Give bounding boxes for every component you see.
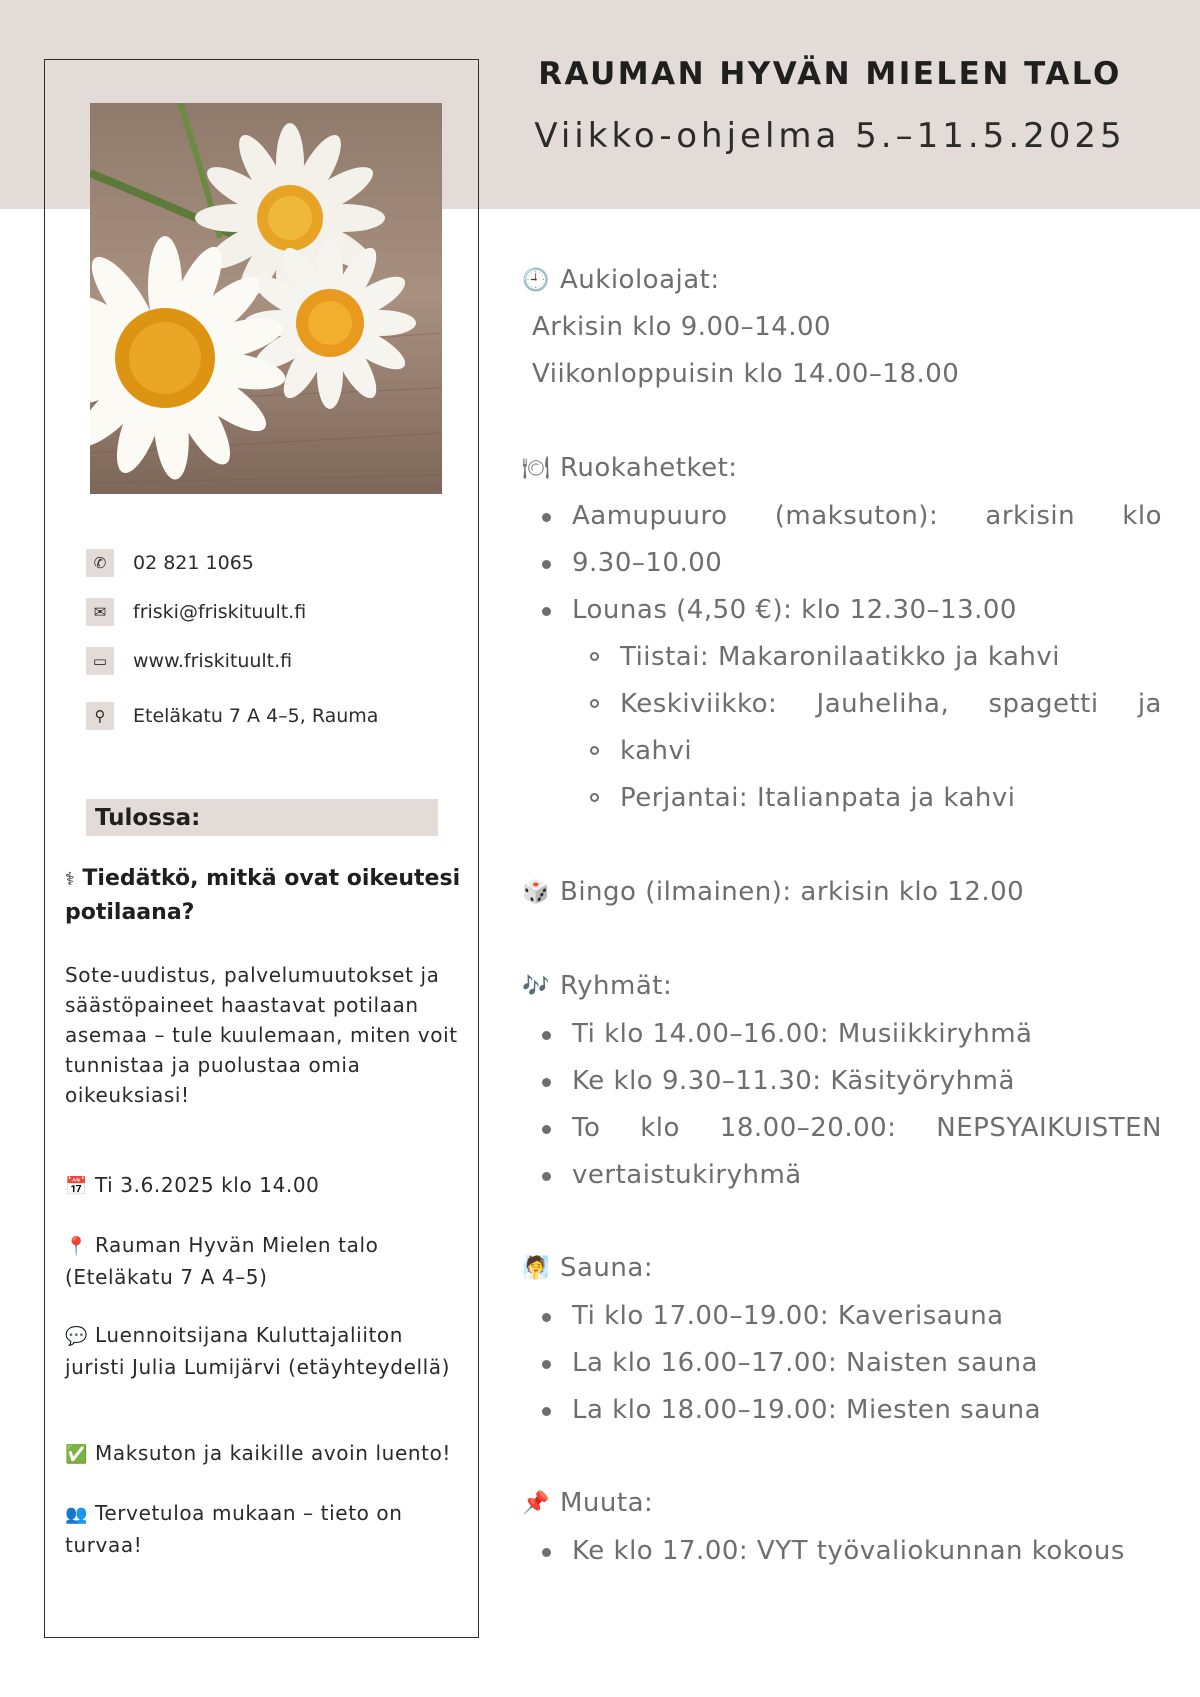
sauna-tuesday: Ti klo 17.00–19.00: Kaverisauna <box>572 1293 1162 1340</box>
group-wednesday: Ke klo 9.30–11.30: Käsityöryhmä <box>572 1058 1162 1105</box>
calendar-icon: 📅 <box>65 1176 89 1197</box>
daisy-photo <box>90 103 442 494</box>
location-pin-icon: 📍 <box>65 1236 89 1257</box>
clock-icon: 🕘 <box>522 267 550 293</box>
meal-porridge: Aamupuuro (maksuton): arkisin klo <box>572 493 1162 540</box>
group-tuesday: Ti klo 14.00–16.00: Musiikkiryhmä <box>572 1011 1162 1058</box>
lunch-tuesday: Tiistai: Makaronilaatikko ja kahvi <box>620 634 1162 681</box>
event-welcome: 👥 Tervetuloa mukaan – tieto on turvaa! <box>65 1501 403 1557</box>
opening-weekends: Viikonloppuisin klo 14.00–18.00 <box>532 359 960 389</box>
event-date: 📅 Ti 3.6.2025 klo 14.00 <box>65 1173 320 1197</box>
lunch-wednesday: Keskiviikko: Jauheliha, spagetti ja <box>620 681 1162 728</box>
sauna-saturday-women: La klo 16.00–17.00: Naisten sauna <box>572 1340 1162 1387</box>
address-text: Eteläkatu 7 A 4–5, Rauma <box>133 705 379 727</box>
opening-weekdays: Arkisin klo 9.00–14.00 <box>532 312 832 342</box>
dice-icon: 🎲 <box>522 879 550 905</box>
laptop-icon: ▭ <box>86 647 114 675</box>
stethoscope-icon: ⚕ <box>65 869 75 890</box>
event-speaker: 💬 Luennoitsijana Kuluttajaliiton juristi Julia Lumijärvi (etäyhteydellä) <box>65 1323 451 1379</box>
daisy-illustration <box>90 103 442 494</box>
lunch-wednesday-cont: kahvi <box>620 728 1162 775</box>
contact-website <box>86 646 446 676</box>
pushpin-icon: 📌 <box>522 1490 550 1516</box>
event-location: 📍 Rauman Hyvän Mielen talo (Eteläkatu 7 A 4–5) <box>65 1233 379 1289</box>
check-mark-icon: ✅ <box>65 1444 89 1465</box>
event-free-note: ✅ Maksuton ja kaikille avoin luento! <box>65 1441 452 1465</box>
meal-lunch: Lounas (4,50 €): klo 12.30–13.00 <box>572 587 1162 634</box>
envelope-icon: ✉ <box>86 598 114 626</box>
groups-heading: 🎶 Ryhmät: <box>522 971 673 1001</box>
page-title: RAUMAN HYVÄN MIELEN TALO <box>538 56 1122 92</box>
bingo-heading: 🎲 Bingo (ilmainen): arkisin klo 12.00 <box>522 877 1025 907</box>
sidebar <box>44 59 479 1638</box>
phone-icon: ✆ <box>86 549 114 577</box>
meal-porridge-time: 9.30–10.00 <box>572 540 1162 587</box>
other-wednesday: Ke klo 17.00: VYT työvaliokunnan kokous <box>572 1528 1162 1575</box>
upcoming-heading: Tulossa: <box>95 805 201 831</box>
header <box>480 56 1180 156</box>
contact-email <box>86 597 446 627</box>
people-icon: 👥 <box>65 1504 89 1525</box>
website-link[interactable]: www.friskituult.fi <box>133 650 293 672</box>
fork-knife-icon: 🍽 <box>521 455 551 481</box>
event-description: Sote-uudistus, palvelumuutokset ja säästöpaineet haastavat potilaan asemaa – tule kuulemaan, miten voit tunnistaa ja puolustaa omia oikeuksiasi! <box>65 963 458 1107</box>
upcoming-heading-box <box>86 799 438 836</box>
phone-number[interactable]: 02 821 1065 <box>133 552 254 574</box>
lunch-friday: Perjantai: Italianpata ja kahvi <box>620 775 1162 822</box>
group-thursday: To klo 18.00–20.00: NEPSYAIKUISTEN <box>572 1105 1162 1152</box>
other-heading: 📌 Muuta: <box>522 1488 654 1518</box>
sauna-saturday-men: La klo 18.00–19.00: Miesten sauna <box>572 1387 1162 1434</box>
speech-bubble-icon: 💬 <box>65 1326 89 1347</box>
contact-phone <box>86 548 446 578</box>
email-link[interactable]: friski@friskituult.fi <box>133 601 307 623</box>
group-thursday-cont: vertaistukiryhmä <box>572 1152 1162 1199</box>
map-pin-icon: ⚲ <box>86 702 114 730</box>
person-steam-icon: 🧖 <box>522 1255 550 1281</box>
meals-heading: 🍽 Ruokahetket: <box>521 453 738 483</box>
music-notes-icon: 🎶 <box>522 973 550 999</box>
event-title: ⚕ Tiedätkö, mitkä ovat oikeutesi potilaana? <box>65 866 461 925</box>
sauna-heading: 🧖 Sauna: <box>522 1253 654 1283</box>
opening-hours-heading: 🕘 Aukioloajat: <box>522 265 720 295</box>
page-subtitle: Viikko-ohjelma 5.–11.5.2025 <box>534 116 1126 156</box>
contact-address <box>86 701 446 731</box>
